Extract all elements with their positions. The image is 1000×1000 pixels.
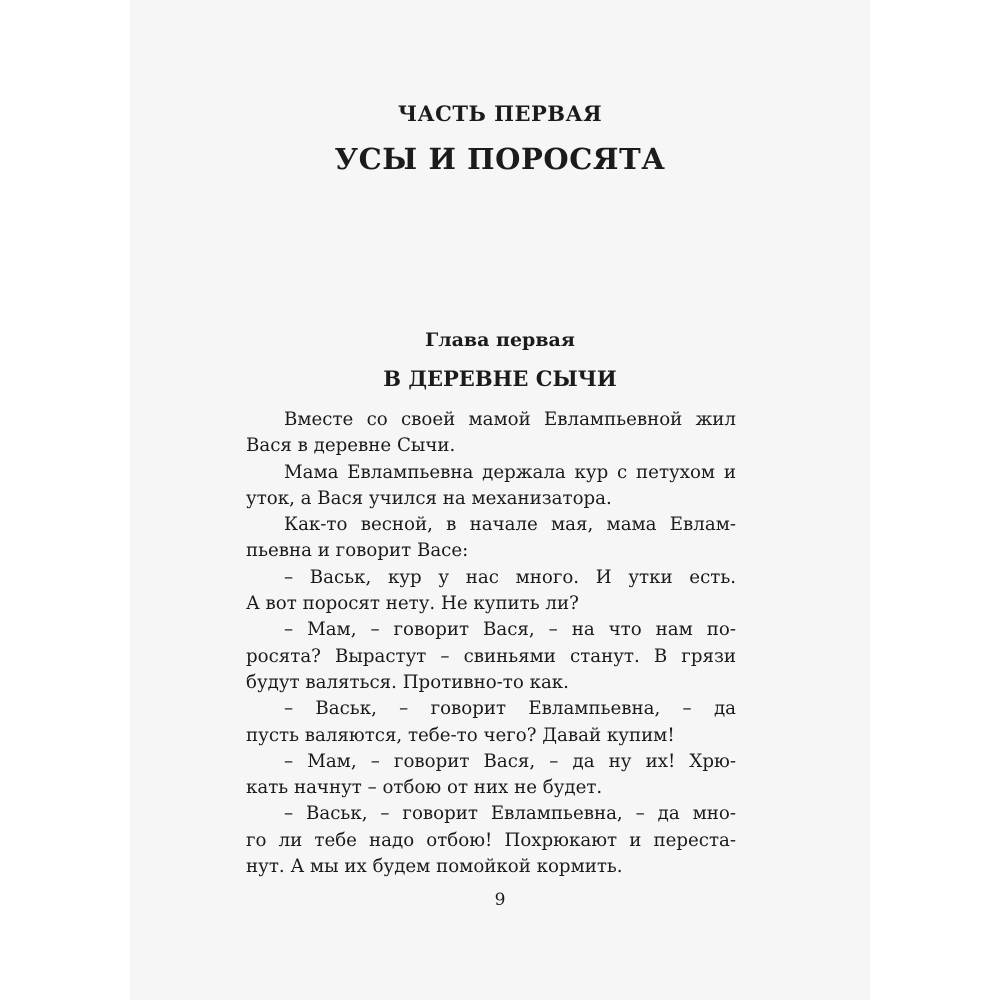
chapter-body xyxy=(246,407,736,880)
text-line: – Васьк, кур у нас много. И утки есть. xyxy=(284,566,736,588)
text-line: Как-то весной, в начале мая, мама Евлам- xyxy=(284,514,736,536)
chapter-label: Глава первая xyxy=(425,329,575,351)
text-line: – Васьк, – говорит Евлампьевна, – да мно- xyxy=(284,803,736,825)
text-line: – Васьк, – говорит Евлампьевна, – да xyxy=(284,698,736,720)
text-line: Мама Евлампьевна держала кур с петухом и xyxy=(284,461,736,483)
text-line: – Мам, – говорит Вася, – на что нам по- xyxy=(284,619,736,641)
text-line: пьевна и говорит Васе: xyxy=(246,540,469,562)
text-line: будут валяться. Противно-то как. xyxy=(246,671,569,693)
text-line: Вася в деревне Сычи. xyxy=(246,435,456,457)
text-line: кать начнут – отбою от них не будет. xyxy=(246,777,603,799)
text-line: росята? Вырастут – свиньями станут. В грязи xyxy=(246,645,736,667)
text-line: нут. А мы их будем помойкой кормить. xyxy=(246,856,623,878)
text-line: – Мам, – говорит Вася, – да ну их! Хрю- xyxy=(284,750,736,772)
part-title: УСЫ И ПОРОСЯТА xyxy=(334,142,666,176)
chapter-title: В ДЕРЕВНЕ СЫЧИ xyxy=(383,366,617,391)
text-line: Вместе со своей мамой Евлампьевной жил xyxy=(284,409,736,430)
text-line: уток, а Вася учился на механизатора. xyxy=(246,487,612,509)
book-page xyxy=(130,0,870,1000)
text-line: го ли тебе надо отбою! Похрюкают и переста- xyxy=(246,829,736,851)
text-line: пусть валяются, тебе-то чего? Давай купим! xyxy=(246,724,675,746)
page-number: 9 xyxy=(494,890,506,910)
part-label: ЧАСТЬ ПЕРВАЯ xyxy=(397,101,603,126)
text-line: А вот поросят нету. Не купить ли? xyxy=(246,593,579,615)
